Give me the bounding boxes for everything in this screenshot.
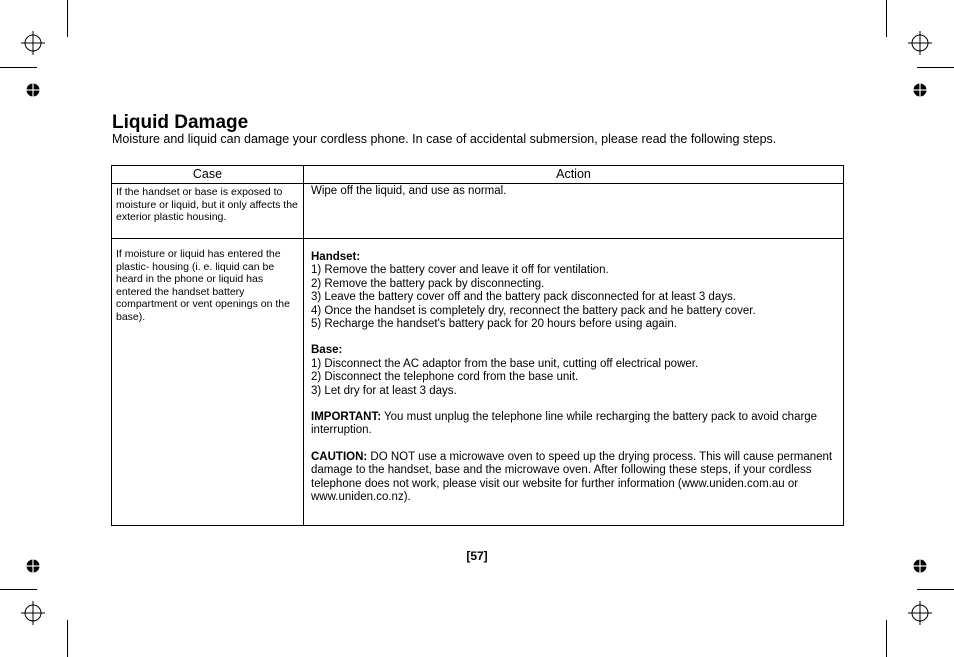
registration-mark-bottom-left xyxy=(21,601,45,625)
base-heading: Base: xyxy=(311,344,343,357)
table-row xyxy=(112,239,844,526)
list-item: 1) Remove the battery cover and leave it off for ventilation. xyxy=(311,264,609,277)
caution-note xyxy=(311,451,836,505)
handset-section xyxy=(311,251,836,331)
registration-mark-top-right xyxy=(908,31,932,55)
action-drying-procedure xyxy=(304,239,844,526)
handset-heading: Handset: xyxy=(311,251,361,263)
caution-label: CAUTION: xyxy=(311,450,368,463)
table-row xyxy=(112,184,844,239)
caution-text: DO NOT use a microwave oven to speed up the drying process. This will cause permanent damage to the handset, base and the microwave oven. After following these steps, if your cordless telephone does not work, please visit our website for further information (www.uniden.com.au or www.uniden.co.nz). xyxy=(311,450,833,504)
list-item: 1) Disconnect the AC adaptor from the base unit, cutting off electrical power. xyxy=(311,357,699,370)
list-item: 5) Recharge the handset's battery pack for 20 hours before using again. xyxy=(311,318,677,331)
list-item: 2) Remove the battery pack by disconnecting. xyxy=(311,277,545,290)
list-item: 3) Leave the battery cover off and the battery pack disconnected for at least 3 days. xyxy=(311,291,736,304)
case-exterior-exposure: If the handset or base is exposed to moisture or liquid, but it only affects the exterior plastic housing. xyxy=(112,184,304,239)
list-item: 3) Let dry for at least 3 days. xyxy=(311,384,457,397)
table-header-row xyxy=(112,166,844,184)
page-number: [57] xyxy=(466,549,488,563)
important-text: You must unplug the telephone line while recharging the battery pack to avoid charge interruption. xyxy=(311,411,818,437)
column-header-case: Case xyxy=(112,166,304,184)
important-label: IMPORTANT: xyxy=(311,411,382,424)
case-internal-liquid: If moisture or liquid has entered the plastic- housing (i. e. liquid can be heard in the phone or liquid has entered the handset battery compartment or vent openings on the base). xyxy=(112,239,304,526)
important-note xyxy=(311,411,836,438)
intro-text: Moisture and liquid can damage your cordless phone. In case of accidental submersion, please read the following steps. xyxy=(112,132,777,146)
action-wipe-off: Wipe off the liquid, and use as normal. xyxy=(304,184,844,239)
registration-mark-top-left xyxy=(21,31,45,55)
registration-mark-bottom-right xyxy=(908,601,932,625)
liquid-damage-table xyxy=(111,165,844,526)
column-header-action: Action xyxy=(304,166,844,184)
base-section xyxy=(311,344,836,398)
page-title: Liquid Damage xyxy=(112,112,249,133)
list-item: 2) Disconnect the telephone cord from the base unit. xyxy=(311,371,579,384)
list-item: 4) Once the handset is completely dry, reconnect the battery pack and he battery cover. xyxy=(311,304,756,317)
